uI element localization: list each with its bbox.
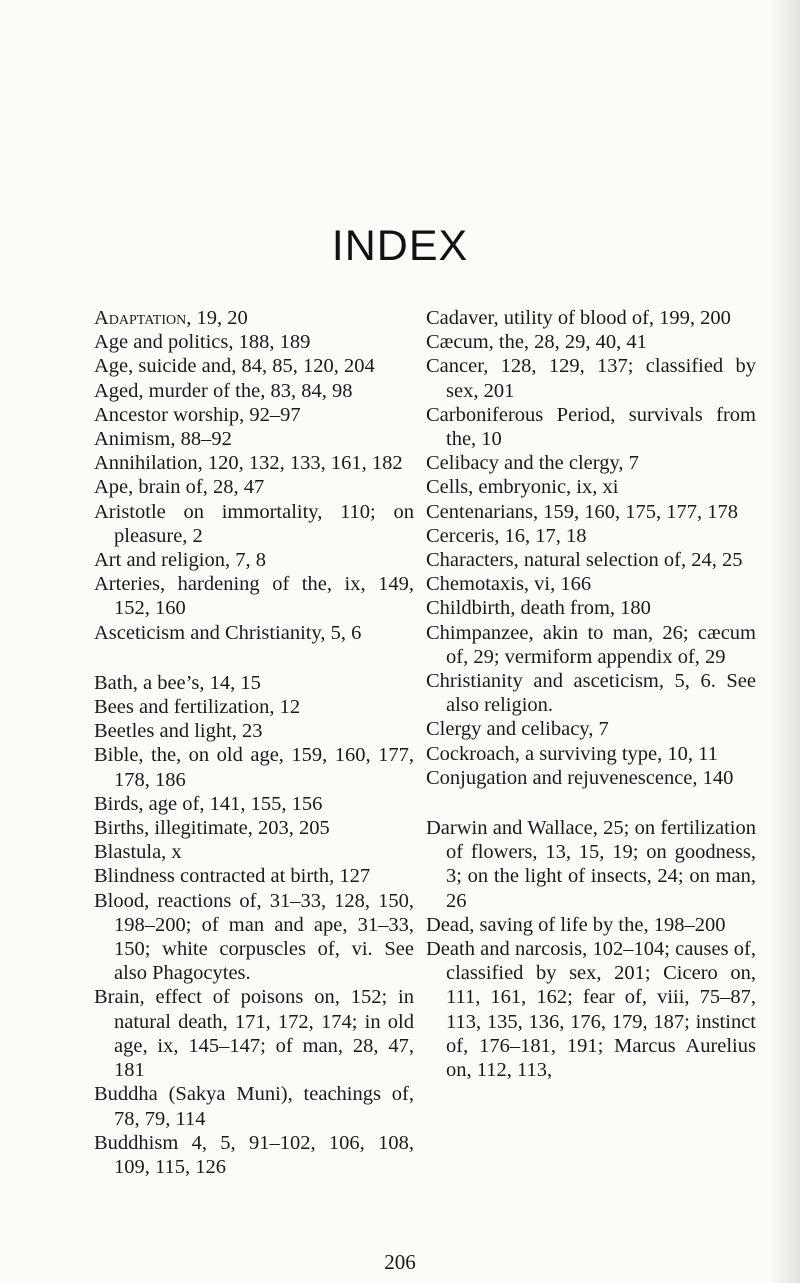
index-entry: Cæcum, the, 28, 29, 40, 41 [426, 331, 647, 354]
index-entry: Blindness contracted at birth, 127 [94, 865, 371, 888]
index-entry: Childbirth, death from, 180 [426, 597, 651, 620]
index-entry: Bible, the, on old age, 159, 160, 177, 178, 186 [94, 744, 414, 791]
index-entry: Cadaver, utility of blood of, 199, 200 [426, 307, 731, 329]
index-entry: Blastula, x [94, 841, 182, 864]
index-entry: Chimpanzee, akin to man, 26; cæcum of, 29; vermiform appendix of, 29 [426, 621, 756, 668]
index-entry: Age, suicide and, 84, 85, 120, 204 [94, 355, 375, 378]
index-entry: Asceticism and Christianity, 5, 6 [94, 621, 362, 644]
index-entry: Centenarians, 159, 160, 175, 177, 178 [426, 500, 739, 523]
index-entry: Buddha (Sakya Muni), teachings of, 78, 79, 114 [94, 1083, 414, 1130]
index-entry: Brain, effect of poisons on, 152; in natural death, 171, 172, 174; in old age, ix, 145–147; of man, 28, 47, 181 [94, 986, 414, 1082]
index-entry: Birds, age of, 141, 155, 156 [94, 792, 323, 815]
index-entry: Age and politics, 188, 189 [94, 331, 311, 354]
page-number: 206 [384, 1250, 416, 1274]
index-entry: Bees and fertilization, 12 [94, 696, 301, 719]
index-entry: Aristotle on immortality, 110; on pleasure, 2 [94, 500, 414, 547]
index-entry: Carboniferous Period, survivals from the, 10 [426, 403, 756, 451]
index-entry: Dead, saving of life by the, 198–200 [426, 913, 726, 936]
page-edge-shadow [770, 0, 800, 1283]
index-heading: INDEX [331, 222, 469, 270]
right-column [426, 306, 756, 1082]
index-entry: Christianity and asceticism, 5, 6. See also religion. [426, 670, 756, 717]
index-entry: Annihilation, 120, 132, 133, 161, 182 [94, 452, 403, 475]
index-entry: Clergy and celibacy, 7 [426, 718, 609, 741]
index-entry: Cells, embryonic, ix, xi [426, 476, 619, 499]
index-entry: Death and narcosis, 102–104; causes of, classified by sex, 201; Cicero on, 111, 161, 162; fear of, viii, 75–87, 113, 135, 136, 176, 179, 187; instinct of, 176–181, 191; Marcus Aurelius on, 112, 113, [426, 938, 756, 1082]
index-entry: Beetles and light, 23 [94, 720, 263, 743]
index-entry: Conjugation and rejuvenescence, 140 [426, 766, 734, 789]
index-entry: Art and religion, 7, 8 [94, 549, 266, 572]
index-entry: Celibacy and the clergy, 7 [426, 452, 639, 475]
section-gap [426, 790, 756, 816]
index-entry: Ape, brain of, 28, 47 [94, 476, 265, 499]
section-gap [94, 645, 414, 671]
index-entry: Buddhism 4, 5, 91–102, 106, 108, 109, 115, 126 [94, 1131, 414, 1178]
index-entry: Animism, 88–92 [94, 428, 232, 451]
index-entry: Aged, murder of the, 83, 84, 98 [94, 379, 353, 402]
index-entry: Chemotaxis, vi, 166 [426, 573, 592, 596]
index-entry: Bath, a bee’s, 14, 15 [94, 671, 261, 694]
index-entry: Cerceris, 16, 17, 18 [426, 524, 587, 547]
index-entry: Cockroach, a surviving type, 10, 11 [426, 742, 718, 765]
index-entry: Adaptation, 19, 20 [94, 307, 248, 329]
index-entry: Arteries, hardening of the, ix, 149, 152, 160 [94, 573, 414, 620]
index-entry: Darwin and Wallace, 25; on fertilization of flowers, 13, 15, 19; on goodness, 3; on the light of insects, 24; on man, 26 [426, 817, 756, 912]
index-entry: Characters, natural selection of, 24, 25 [426, 549, 743, 572]
index-entry: Births, illegitimate, 203, 205 [94, 817, 330, 840]
left-column [94, 306, 414, 1179]
index-entry: Cancer, 128, 129, 137; classified by sex, 201 [426, 355, 756, 402]
index-entry: Ancestor worship, 92–97 [94, 403, 301, 426]
index-entry: Blood, reactions of, 31–33, 128, 150, 198–200; of man and ape, 31–33, 150; white corpuscles of, vi. See also Phagocytes. [94, 889, 414, 985]
